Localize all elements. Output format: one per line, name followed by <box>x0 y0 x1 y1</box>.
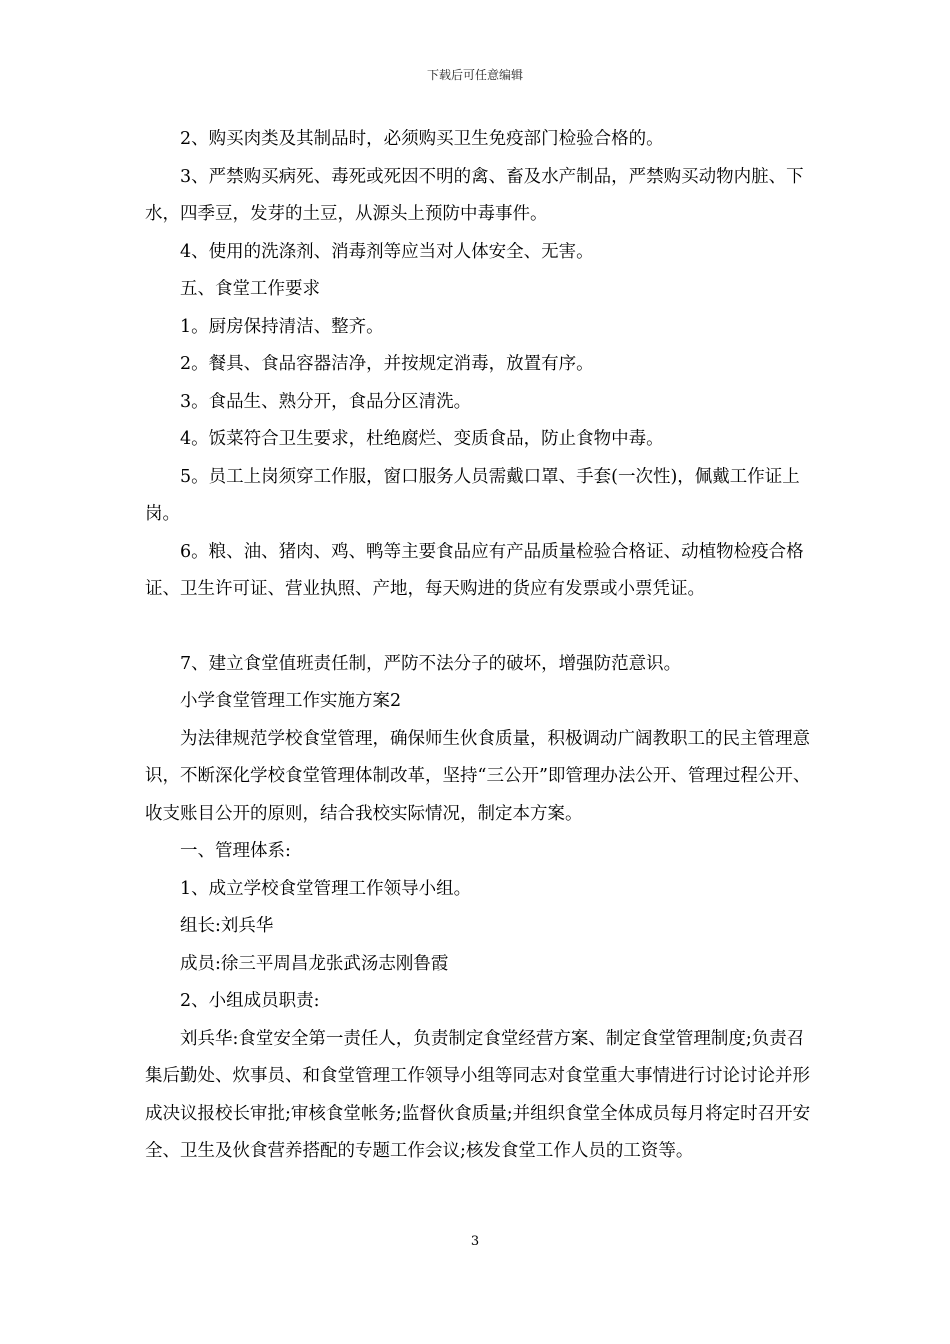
paragraph: 3。食品生、熟分开，食品分区清洗。 <box>180 391 472 412</box>
paragraph: 1、成立学校食堂管理工作领导小组。 <box>180 878 472 899</box>
page-number: 3 <box>470 1234 480 1249</box>
section-heading: 一、管理体系: <box>180 841 291 861</box>
paragraph: 为法律规范学校食堂管理，确保师生伙食质量，积极调动广阔教职工的民主管理意识，不断深化学校食堂管理体制改革，坚持“三公开”即管理办法公开、管理过程公开、收支账目公开的原则，结合我校实际情况，制定本方案。 <box>145 728 811 824</box>
paragraph: 3、严禁购买病死、毒死或死因不明的禽、畜及水产制品，严禁购买动物内脏、下水，四季豆，发芽的土豆，从源头上预防中毒事件。 <box>145 166 804 224</box>
paragraph: 刘兵华:食堂安全第一责任人，负责制定食堂经营方案、制定食堂管理制度;负责召集后勤处、炊事员、和食堂管理工作领导小组等同志对食堂重大事情进行讨论讨论并形成决议报校长审批;审核食堂帐务;监督伙食质量;并组织食堂全体成员每月将定时召开安全、卫生及伙食营养搭配的专题工作会议;核发食堂工作人员的工资等。 <box>145 1028 811 1161</box>
paragraph: 7、建立食堂值班责任制，严防不法分子的破坏，增强防范意识。 <box>180 653 682 674</box>
paragraph: 成员:徐三平周昌龙张武汤志刚鲁霞 <box>180 953 449 974</box>
paragraph: 2、购买肉类及其制品时，必须购买卫生免疫部门检验合格的。 <box>180 129 664 149</box>
paragraph: 1。厨房保持清洁、整齐。 <box>180 316 384 337</box>
document-body <box>145 121 821 1171</box>
blank-line <box>145 609 821 646</box>
paragraph: 5。员工上岗须穿工作服，窗口服务人员需戴口罩、手套(一次性)，佩戴工作证上岗。 <box>145 466 800 524</box>
page-header: 下载后可任意编辑 <box>426 68 523 82</box>
section-heading: 五、食堂工作要求 <box>180 279 320 299</box>
paragraph: 组长:刘兵华 <box>180 916 274 936</box>
document-subtitle: 小学食堂管理工作实施方案2 <box>180 691 402 711</box>
paragraph: 2。餐具、食品容器洁净，并按规定消毒，放置有序。 <box>180 354 594 374</box>
paragraph: 2、小组成员职责: <box>180 991 320 1011</box>
paragraph: 4。饭菜符合卫生要求，杜绝腐烂、变质食品，防止食物中毒。 <box>180 429 664 449</box>
paragraph: 4、使用的洗涤剂、消毒剂等应当对人体安全、无害。 <box>180 241 594 262</box>
paragraph: 6。粮、油、猪肉、鸡、鸭等主要食品应有产品质量检验合格证、动植物检疫合格证、卫生许可证、营业执照、产地，每天购进的货应有发票或小票凭证。 <box>145 541 804 599</box>
